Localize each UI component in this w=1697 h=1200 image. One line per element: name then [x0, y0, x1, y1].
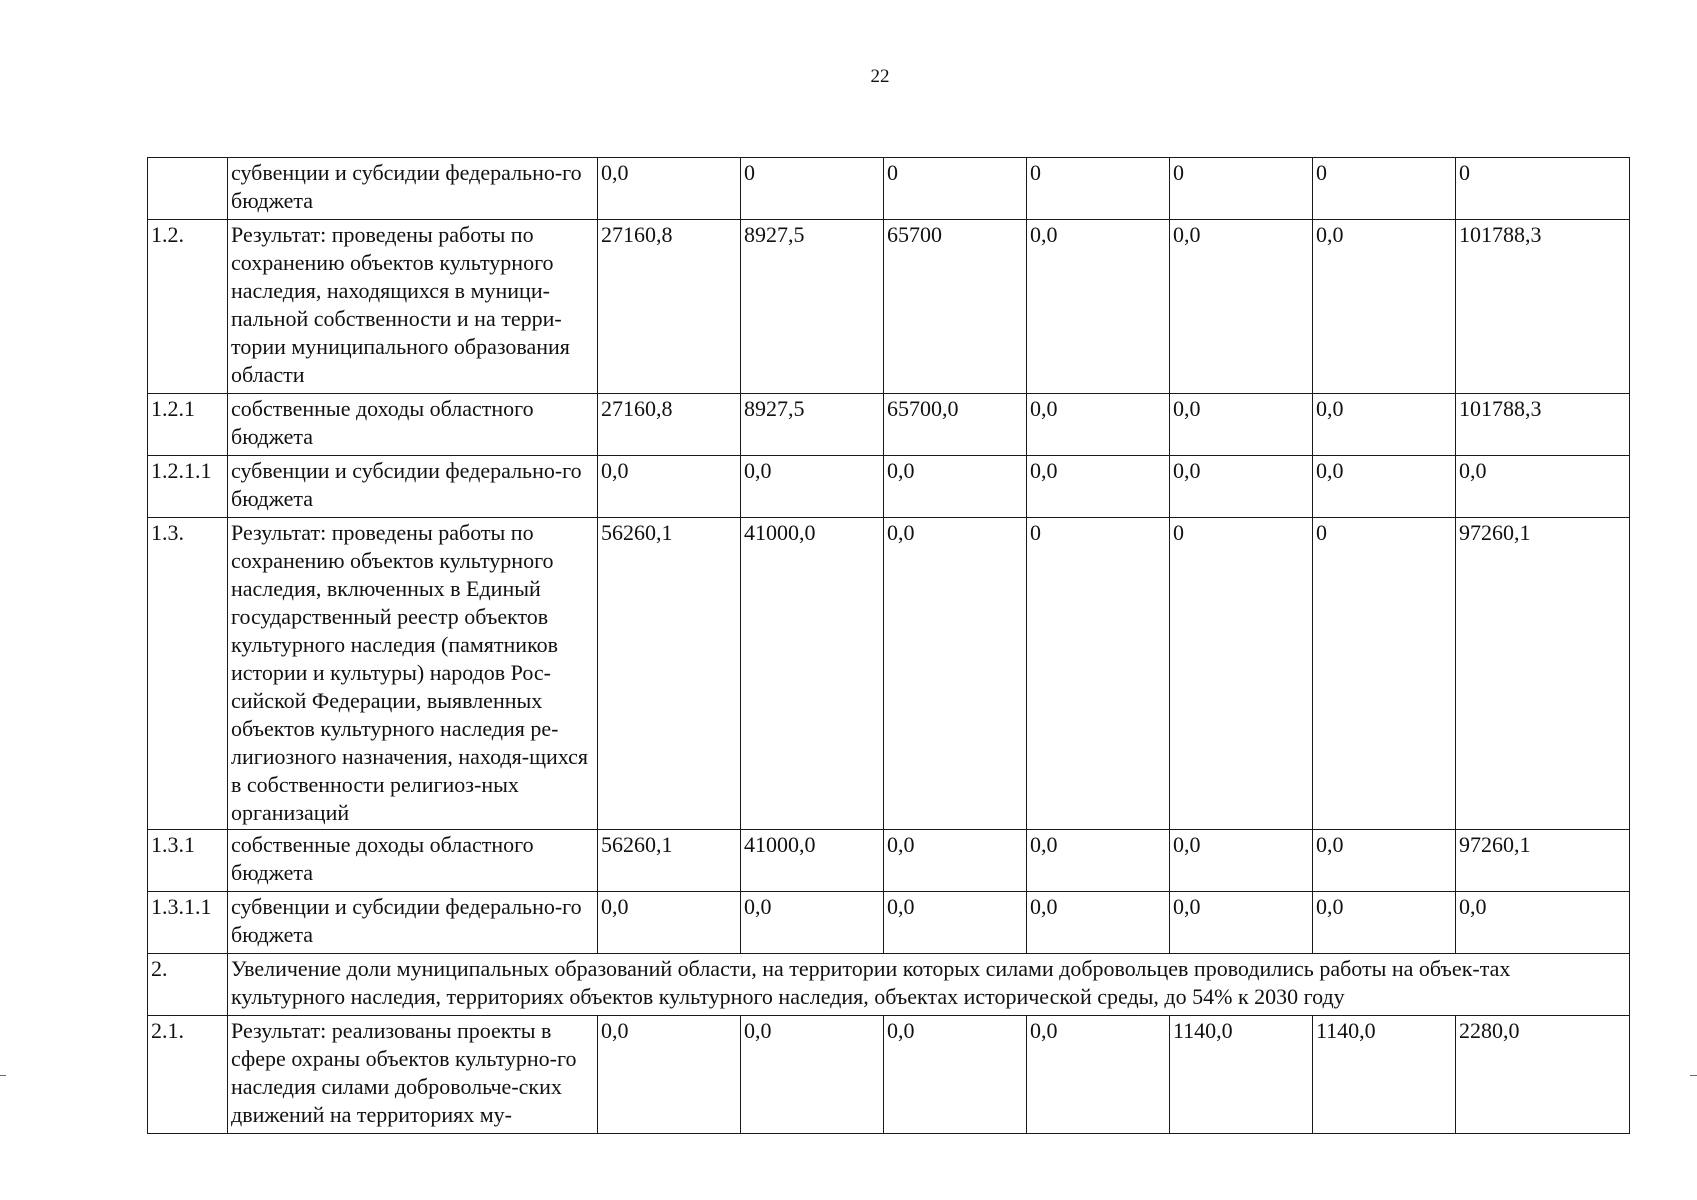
table-row	[148, 394, 1630, 456]
total-cell: 0	[1456, 158, 1630, 220]
row-description: Результат: проведены работы по сохранению объектов культурного наследия, включенных в Единый государственный реестр объектов культурного наследия (памятников истории и культуры) народов Рос-сийской Федерации, выявленных объектов культурного наследия ре-лигиозного назначения, находя-щихся в собственности религиоз-ных организаций	[228, 518, 598, 830]
value-cell: 0	[1027, 158, 1170, 220]
value-cell: 0,0	[741, 1016, 884, 1134]
value-cell: 41000,0	[741, 518, 884, 830]
row-code: 1.3.	[148, 518, 228, 830]
row-code: 2.1.	[148, 1016, 228, 1134]
budget-table	[147, 157, 1630, 1134]
total-cell: 97260,1	[1456, 830, 1630, 892]
row-code	[148, 158, 228, 220]
value-cell: 41000,0	[741, 830, 884, 892]
value-cell: 0,0	[1027, 1016, 1170, 1134]
table-row	[148, 220, 1630, 394]
value-cell: 0,0	[1170, 456, 1313, 518]
total-cell: 2280,0	[1456, 1016, 1630, 1134]
row-description: Результат: реализованы проекты в сфере охраны объектов культурно-го наследия силами добровольче-ских движений на территориях му-	[228, 1016, 598, 1134]
row-code: 1.2.1	[148, 394, 228, 456]
page-number: 22	[870, 66, 890, 87]
value-cell: 0,0	[1170, 830, 1313, 892]
table-row	[148, 456, 1630, 518]
value-cell: 65700,0	[884, 394, 1027, 456]
value-cell: 0,0	[884, 830, 1027, 892]
value-cell: 27160,8	[598, 394, 741, 456]
value-cell: 0,0	[1027, 394, 1170, 456]
row-code: 1.3.1.1	[148, 892, 228, 954]
row-code: 1.2.	[148, 220, 228, 394]
scan-edge-mark	[0, 1075, 6, 1076]
table-row	[148, 892, 1630, 954]
row-description: субвенции и субсидии федерально-го бюджета	[228, 158, 598, 220]
value-cell: 0,0	[884, 518, 1027, 830]
value-cell: 0,0	[1313, 456, 1456, 518]
table-row	[148, 1016, 1630, 1134]
value-cell: 0,0	[1170, 892, 1313, 954]
value-cell: 1140,0	[1170, 1016, 1313, 1134]
value-cell: 0	[1313, 518, 1456, 830]
goal-row	[148, 954, 1630, 1016]
value-cell: 0,0	[1170, 394, 1313, 456]
value-cell: 0,0	[884, 892, 1027, 954]
value-cell: 0,0	[598, 1016, 741, 1134]
value-cell: 0,0	[884, 1016, 1027, 1134]
total-cell: 0,0	[1456, 456, 1630, 518]
row-code: 1.3.1	[148, 830, 228, 892]
total-cell: 101788,3	[1456, 394, 1630, 456]
total-cell: 0,0	[1456, 892, 1630, 954]
value-cell: 0,0	[1027, 456, 1170, 518]
value-cell: 1140,0	[1313, 1016, 1456, 1134]
row-description: субвенции и субсидии федерально-го бюджета	[228, 456, 598, 518]
value-cell: 0,0	[1313, 394, 1456, 456]
value-cell: 0	[1170, 158, 1313, 220]
row-description: собственные доходы областного бюджета	[228, 830, 598, 892]
value-cell: 27160,8	[598, 220, 741, 394]
value-cell: 0,0	[1170, 220, 1313, 394]
table-row	[148, 518, 1630, 830]
total-cell: 97260,1	[1456, 518, 1630, 830]
value-cell: 0	[884, 158, 1027, 220]
value-cell: 0,0	[1313, 220, 1456, 394]
value-cell: 0,0	[598, 158, 741, 220]
table-row	[148, 158, 1630, 220]
value-cell: 56260,1	[598, 830, 741, 892]
value-cell: 0	[1313, 158, 1456, 220]
goal-description: Увеличение доли муниципальных образований области, на территории которых силами добровольцев проводились работы на объек-тах культурного наследия, территориях объектов культурного наследия, объектах исторической среды, до 54% к 2030 году	[228, 954, 1630, 1016]
table-row	[148, 830, 1630, 892]
row-description: собственные доходы областного бюджета	[228, 394, 598, 456]
value-cell: 8927,5	[741, 220, 884, 394]
value-cell: 0,0	[741, 892, 884, 954]
row-description: субвенции и субсидии федерально-го бюджета	[228, 892, 598, 954]
row-description: Результат: проведены работы по сохранению объектов культурного наследия, находящихся в муници-пальной собственности и на терри-тории муниципального образования области	[228, 220, 598, 394]
value-cell: 0,0	[884, 456, 1027, 518]
value-cell: 0,0	[1313, 830, 1456, 892]
value-cell: 0,0	[598, 892, 741, 954]
value-cell: 56260,1	[598, 518, 741, 830]
row-code: 2.	[148, 954, 228, 1016]
total-cell: 101788,3	[1456, 220, 1630, 394]
value-cell: 0,0	[1027, 220, 1170, 394]
value-cell: 65700	[884, 220, 1027, 394]
row-code: 1.2.1.1	[148, 456, 228, 518]
value-cell: 0,0	[598, 456, 741, 518]
value-cell: 0,0	[1027, 830, 1170, 892]
value-cell: 0	[1170, 518, 1313, 830]
value-cell: 0,0	[1313, 892, 1456, 954]
value-cell: 0	[1027, 518, 1170, 830]
scan-edge-mark	[1690, 1075, 1697, 1076]
value-cell: 0,0	[741, 456, 884, 518]
value-cell: 0,0	[1027, 892, 1170, 954]
value-cell: 0	[741, 158, 884, 220]
value-cell: 8927,5	[741, 394, 884, 456]
